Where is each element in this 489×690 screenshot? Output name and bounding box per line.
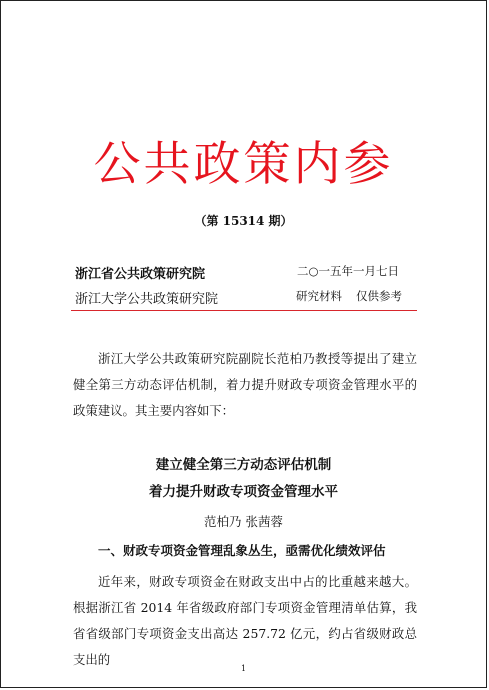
page-number: 1 xyxy=(240,664,247,673)
publisher-org-secondary: 浙江大学公共政策研究院 xyxy=(75,292,219,307)
section-heading: 一、财政专项资金管理乱象丛生，亟需优化绩效评估 xyxy=(98,543,386,558)
publish-date: 二○一五年一月七日 xyxy=(297,264,400,278)
intro-paragraph: 浙江大学公共政策研究院副院长范柏乃教授等提出了建立健全第三方动态评估机制，着力提升财政专项资金管理水平的政策建议。其主要内容如下： xyxy=(73,351,417,418)
article-authors: 范柏乃 张茜蓉 xyxy=(204,514,283,529)
publisher-org-primary: 浙江省公共政策研究院 xyxy=(75,267,206,282)
issue-number: （第 15314 期） xyxy=(194,214,293,228)
article-heading-line2: 着力提升财政专项资金管理水平 xyxy=(149,484,338,500)
page-title: 公共政策内参 xyxy=(93,137,394,192)
body-paragraph: 近年来，财政专项资金在财政支出中占的比重越来越大。根据浙江省 2014 年省级政府部门专项资金管理清单估算，我省省级部门专项资金支出高达 257.72 亿元，约占省级财政总支出的 xyxy=(73,574,417,667)
note-reference-only: 仅供参考 xyxy=(356,289,402,303)
header-divider xyxy=(71,310,417,311)
article-heading-line1: 建立健全第三方动态评估机制 xyxy=(155,457,332,473)
classification-note xyxy=(296,288,402,304)
note-research-material: 研究材料 xyxy=(296,289,342,303)
